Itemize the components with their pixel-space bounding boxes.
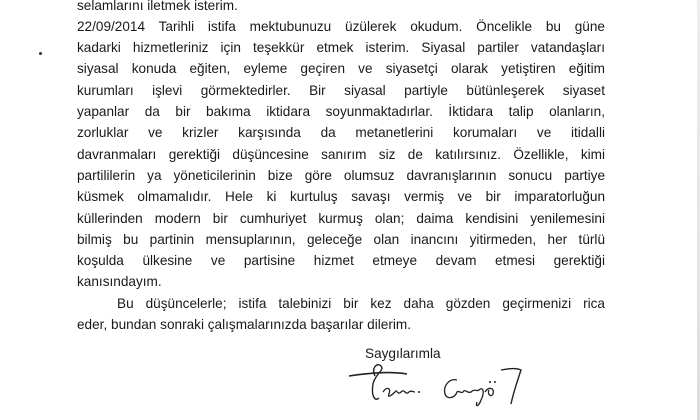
- letter-line: kanısındayım.: [77, 274, 162, 289]
- letter-line: küllerinden modern bir cumhuriyet kurmuş olan; daima kendisini yenilemesini: [77, 211, 605, 226]
- letter-line: bilmiş bu partinin mensuplarının, geleceğe olan inancını yitirmeden, her türlü: [77, 232, 605, 247]
- scan-speck: [39, 52, 42, 55]
- letter-line: selamlarını iletmek isterim.: [77, 0, 238, 13]
- letter-line: siyasal konuda eğiten, eyleme geçiren ve siyasetçi olarak yetiştiren eğitim: [77, 61, 605, 76]
- letter-line: yapanlar da bir bakıma iktidara soyunmaktadırlar. İktidara talip olanların,: [77, 104, 605, 119]
- closing: Saygılarımla: [365, 346, 441, 361]
- letter-line: koşulda ülkesine ve partisine hizmet etmeye devam etmesi gerektiği: [77, 253, 605, 268]
- letter-line: partililerin ya yöneticilerinin bize göre olumsuz davranışlarının sonucu partiye: [77, 168, 605, 183]
- letter-line: kurumları işlevi görmektedirler. Bir siyasal partiyle bütünleşerek siyaset: [77, 83, 605, 98]
- signature: [345, 362, 535, 412]
- letter-line: eder, bundan sonraki çalışmalarınızda başarılar dilerim.: [77, 317, 411, 332]
- letter-line: küsmek olmamalıdır. Hele ki kurtuluş savaşı vermiş ve bir imparatorluğun: [77, 189, 605, 204]
- letter-line: Bu düşüncelerle; istifa talebinizi bir kez daha gözden geçirmenizi rica: [117, 296, 605, 311]
- letter-line: davranmaları gerektiği düşüncesine sanırım siz de katılırsınız. Özellikle, kimi: [77, 147, 605, 162]
- letter-line: zorluklar ve krizler karşısında da metanetlerini korumaları ve itidalli: [77, 125, 605, 140]
- letter-line: kadarki hizmetleriniz için teşekkür etmek isterim. Siyasal partiler vatandaşları: [77, 40, 605, 55]
- letter-line: 22/09/2014 Tarihli istifa mektubunuzu üzülerek okudum. Öncelikle bu güne: [77, 19, 605, 34]
